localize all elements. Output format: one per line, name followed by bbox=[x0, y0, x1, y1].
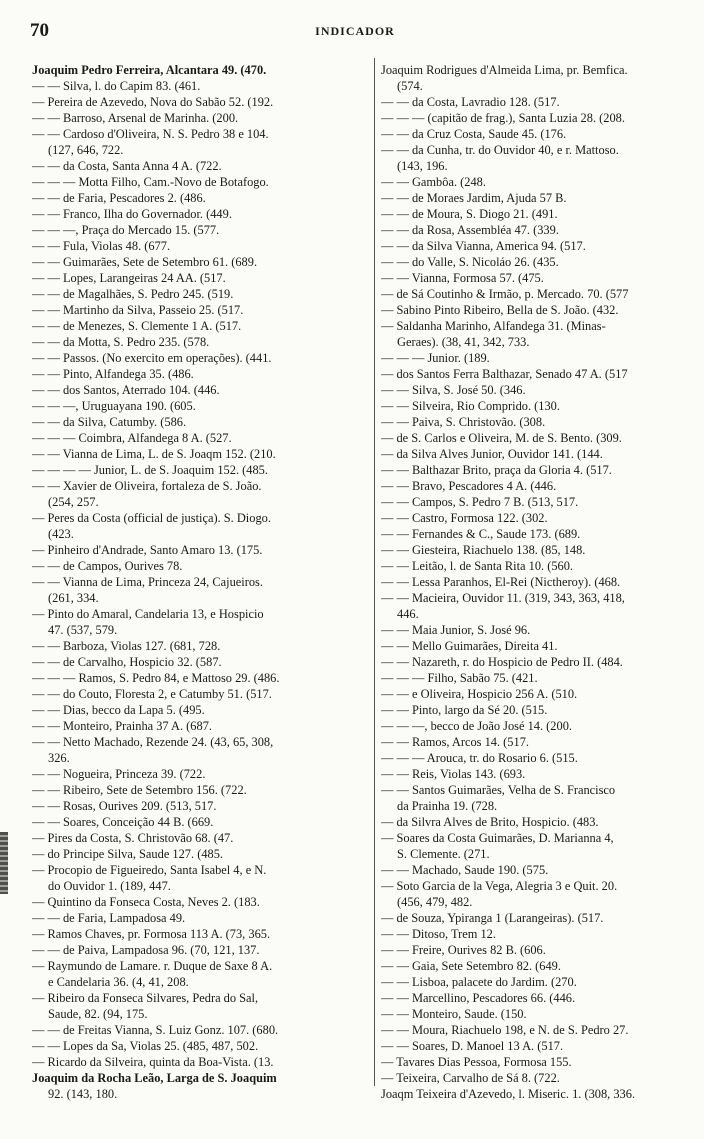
directory-entry-line: — — Santos Guimarães, Velha de S. Francisco bbox=[381, 783, 616, 797]
directory-entry-line: — — Bravo, Pescadores 4 A. (446. bbox=[381, 479, 557, 493]
directory-entry-line: — — Silva, l. do Capim 83. (461. bbox=[32, 79, 201, 93]
directory-entry-line: — Raymundo de Lamare. r. Duque de Saxe 8 A. bbox=[32, 959, 273, 973]
directory-entry-line: — — Marcellino, Pescadores 66. (446. bbox=[381, 991, 576, 1005]
directory-entry-line: Joaquim Pedro Ferreira, Alcantara 49. (470. bbox=[32, 63, 267, 77]
directory-entry-line: Joaquim da Rocha Leão, Larga de S. Joaquim bbox=[32, 1071, 277, 1085]
directory-entry-line: — — Soares, Conceição 44 B. (669. bbox=[32, 815, 214, 829]
directory-entry-line: 326. bbox=[48, 751, 70, 765]
left-column bbox=[32, 62, 370, 1102]
directory-entry-line: — — Xavier de Oliveira, fortaleza de S. João. bbox=[32, 479, 262, 493]
directory-entry-line: Joaqm Teixeira d'Azevedo, l. Miseric. 1. (308, 336. bbox=[381, 1087, 636, 1101]
directory-entry-line: — Ribeiro da Fonseca Silvares, Pedra do Sal, bbox=[32, 991, 259, 1005]
directory-entry-line: — — Cardoso d'Oliveira, N. S. Pedro 38 e 104. bbox=[32, 127, 269, 141]
directory-entry-line: Saude, 82. (94, 175. bbox=[48, 1007, 148, 1021]
directory-entry-line: — — Reis, Violas 143. (693. bbox=[381, 767, 526, 781]
page-header bbox=[30, 20, 680, 46]
directory-entry-line: — — Moura, Riachuelo 198, e N. de S. Pedro 27. bbox=[381, 1023, 629, 1037]
directory-entry-line: — — dos Santos, Aterrado 104. (446. bbox=[32, 383, 220, 397]
directory-entry-line: — — de Faria, Lampadosa 49. bbox=[32, 911, 186, 925]
directory-entry-line: — Pires da Costa, S. Christovão 68. (47. bbox=[32, 831, 234, 845]
directory-entry-line: — — Paiva, S. Christovão. (308. bbox=[381, 415, 546, 429]
directory-entry-line: e Candelaria 36. (4, 41, 208. bbox=[48, 975, 189, 989]
directory-entry-line: — — e Oliveira, Hospicio 256 A. (510. bbox=[381, 687, 578, 701]
directory-entry-line: — — Barboza, Violas 127. (681, 728. bbox=[32, 639, 221, 653]
directory-entry-line: — — — (capitão de frag.), Santa Luzia 28. (208. bbox=[381, 111, 625, 125]
directory-entry-line: S. Clemente. (271. bbox=[397, 847, 490, 861]
directory-entry-line: do Ouvidor 1. (189, 447. bbox=[48, 879, 171, 893]
directory-entry-line: — — de Faria, Pescadores 2. (486. bbox=[32, 191, 206, 205]
directory-entry-line: — — Vianna de Lima, Princeza 24, Cajueiros. bbox=[32, 575, 263, 589]
directory-entry-line: — — Giesteira, Riachuelo 138. (85, 148. bbox=[381, 543, 586, 557]
binding-stain bbox=[0, 832, 8, 894]
directory-entry-line: — — Soares, D. Manoel 13 A. (517. bbox=[381, 1039, 564, 1053]
directory-entry-line: — do Principe Silva, Saude 127. (485. bbox=[32, 847, 224, 861]
directory-entry-line: — — de Carvalho, Hospicio 32. (587. bbox=[32, 655, 222, 669]
directory-entry-line: — — de Menezes, S. Clemente 1 A. (517. bbox=[32, 319, 242, 333]
directory-entry-line: — Peres da Costa (official de justiça). S. Diogo. bbox=[32, 511, 271, 525]
directory-entry-line: — — —, Uruguayana 190. (605. bbox=[32, 399, 196, 413]
directory-entry-line: — — Lisboa, palacete do Jardim. (270. bbox=[381, 975, 577, 989]
directory-entry-line: — — Lessa Paranhos, El-Rei (Nictheroy). (468. bbox=[381, 575, 621, 589]
directory-entry-line: — — Monteiro, Saude. (150. bbox=[381, 1007, 527, 1021]
directory-entry-line: — — Fula, Violas 48. (677. bbox=[32, 239, 171, 253]
directory-entry-line: — — Mello Guimarães, Direita 41. bbox=[381, 639, 558, 653]
directory-entry-line: — — da Cunha, tr. do Ouvidor 40, e r. Mattoso. bbox=[381, 143, 619, 157]
directory-entry-line: — de Souza, Ypiranga 1 (Larangeiras). (517. bbox=[381, 911, 604, 925]
directory-entry-line: — — do Couto, Floresta 2, e Catumby 51. (517. bbox=[32, 687, 272, 701]
directory-entry-line: — — — Motta Filho, Cam.-Novo de Botafogo. bbox=[32, 175, 269, 189]
directory-entry-line: 92. (143, 180. bbox=[48, 1087, 118, 1101]
directory-entry-line: — — Vianna de Lima, L. de S. Joaqm 152. (210. bbox=[32, 447, 276, 461]
directory-entry-line: — — Campos, S. Pedro 7 B. (513, 517. bbox=[381, 495, 579, 509]
directory-entry-line: — — Silveira, Rio Comprido. (130. bbox=[381, 399, 560, 413]
directory-entry-line: — Pereira de Azevedo, Nova do Sabão 52. (192. bbox=[32, 95, 274, 109]
directory-entry-line: — — Pinto, largo da Sé 20. (515. bbox=[381, 703, 548, 717]
directory-entry-line: Geraes). (38, 41, 342, 733. bbox=[397, 335, 530, 349]
directory-entry-line: (127, 646, 722. bbox=[48, 143, 124, 157]
directory-entry-line: — — Netto Machado, Rezende 24. (43, 65, 308, bbox=[32, 735, 274, 749]
directory-entry-line: — — Gambôa. (248. bbox=[381, 175, 486, 189]
directory-entry-line: — Tavares Dias Pessoa, Formosa 155. bbox=[381, 1055, 572, 1069]
directory-entry-line: 446. bbox=[397, 607, 419, 621]
directory-entry-line: — Saldanha Marinho, Alfandega 31. (Minas- bbox=[381, 319, 606, 333]
directory-entry-line: (423. bbox=[48, 527, 74, 541]
directory-entry-line: — — Lopes da Sa, Violas 25. (485, 487, 502. bbox=[32, 1039, 259, 1053]
directory-entry-line: — — — Coimbra, Alfandega 8 A. (527. bbox=[32, 431, 232, 445]
directory-entry-line: (254, 257. bbox=[48, 495, 99, 509]
directory-entry-line: — Ricardo da Silveira, quinta da Boa-Vista. (13. bbox=[32, 1055, 274, 1069]
directory-entry-line: — — — Filho, Sabão 75. (421. bbox=[381, 671, 538, 685]
directory-entry-line: (456, 479, 482. bbox=[397, 895, 473, 909]
directory-entry-line: — Sabino Pinto Ribeiro, Bella de S. João. (432. bbox=[381, 303, 619, 317]
directory-entry-line: (574. bbox=[397, 79, 423, 93]
directory-entry-line: — — Ditoso, Trem 12. bbox=[381, 927, 496, 941]
directory-entry-line: — — de Campos, Ourives 78. bbox=[32, 559, 183, 573]
directory-entry-line: — Pinheiro d'Andrade, Santo Amaro 13. (175. bbox=[32, 543, 263, 557]
directory-entry-line: (261, 334. bbox=[48, 591, 99, 605]
directory-entry-line: — — Balthazar Brito, praça da Gloria 4. (517. bbox=[381, 463, 612, 477]
directory-entry-line: — Ramos Chaves, pr. Formosa 113 A. (73, 365. bbox=[32, 927, 271, 941]
directory-entry-line: — — Maia Junior, S. José 96. bbox=[381, 623, 531, 637]
page-title: INDICADOR bbox=[315, 24, 395, 38]
directory-entry-line: — Procopio de Figueiredo, Santa Isabel 4, e N. bbox=[32, 863, 267, 877]
directory-entry-line: — — Barroso, Arsenal de Marinha. (200. bbox=[32, 111, 239, 125]
directory-entry-line: — — da Rosa, Assembléa 47. (339. bbox=[381, 223, 559, 237]
directory-entry-line: — de S. Carlos e Oliveira, M. de S. Bento. (309. bbox=[381, 431, 622, 445]
directory-entry-line: — — Silva, S. José 50. (346. bbox=[381, 383, 526, 397]
directory-entry-line: — — Macieira, Ouvidor 11. (319, 343, 363, 418, bbox=[381, 591, 625, 605]
directory-entry-line: — — de Magalhães, S. Pedro 245. (519. bbox=[32, 287, 234, 301]
directory-entry-line: — — Guimarães, Sete de Setembro 61. (689. bbox=[32, 255, 258, 269]
column-divider bbox=[374, 58, 375, 1086]
directory-entry-line: — Soares da Costa Guimarães, D. Marianna 4, bbox=[381, 831, 614, 845]
directory-entry-line: — — de Moraes Jardim, Ajuda 57 B. bbox=[381, 191, 567, 205]
directory-entry-line: — — do Valle, S. Nicoláo 26. (435. bbox=[381, 255, 559, 269]
directory-entry-line: — — Martinho da Silva, Passeio 25. (517. bbox=[32, 303, 244, 317]
directory-entry-line: — Soto Garcia de la Vega, Alegria 3 e Quit. 20. bbox=[381, 879, 618, 893]
directory-entry-line: — — de Freitas Vianna, S. Luiz Gonz. 107. (680. bbox=[32, 1023, 279, 1037]
directory-entry-line: — — da Silva Vianna, America 94. (517. bbox=[381, 239, 586, 253]
directory-entry-line: — — da Cruz Costa, Saude 45. (176. bbox=[381, 127, 567, 141]
directory-entry-line: — — Vianna, Formosa 57. (475. bbox=[381, 271, 544, 285]
directory-entry-line: — — Ramos, Arcos 14. (517. bbox=[381, 735, 529, 749]
directory-entry-line: 47. (537, 579. bbox=[48, 623, 118, 637]
directory-entry-line: (143, 196. bbox=[397, 159, 448, 173]
directory-entry-line: — — Ribeiro, Sete de Setembro 156. (722. bbox=[32, 783, 247, 797]
directory-entry-line: — — da Motta, S. Pedro 235. (578. bbox=[32, 335, 210, 349]
directory-entry-line: Joaquim Rodrigues d'Almeida Lima, pr. Bemfica. bbox=[381, 63, 628, 77]
directory-entry-line: — — Dias, becco da Lapa 5. (495. bbox=[32, 703, 205, 717]
directory-entry-line: — — Lopes, Larangeiras 24 AA. (517. bbox=[32, 271, 226, 285]
directory-entry-line: — Quintino da Fonseca Costa, Neves 2. (183. bbox=[32, 895, 260, 909]
directory-entry-line: — — de Moura, S. Diogo 21. (491. bbox=[381, 207, 558, 221]
directory-entry-line: — — Gaia, Sete Setembro 82. (649. bbox=[381, 959, 561, 973]
directory-entry-line: — — da Costa, Santa Anna 4 A. (722. bbox=[32, 159, 222, 173]
directory-entry-line: — — Nogueira, Princeza 39. (722. bbox=[32, 767, 206, 781]
directory-entry-line: — — Monteiro, Prainha 37 A. (687. bbox=[32, 719, 212, 733]
directory-entry-line: — Pinto do Amaral, Candelaria 13, e Hospicio bbox=[32, 607, 264, 621]
directory-entry-line: — — Rosas, Ourives 209. (513, 517. bbox=[32, 799, 217, 813]
directory-entry-line: — dos Santos Ferra Balthazar, Senado 47 A. (517 bbox=[381, 367, 628, 381]
directory-entry-line: — — Machado, Saude 190. (575. bbox=[381, 863, 549, 877]
directory-entry-line: — — —, Praça do Mercado 15. (577. bbox=[32, 223, 220, 237]
directory-entry-line: — — da Costa, Lavradio 128. (517. bbox=[381, 95, 560, 109]
directory-entry-line: — — Fernandes & C., Saude 173. (689. bbox=[381, 527, 581, 541]
directory-entry-line: — da Silvra Alves de Brito, Hospicio. (483. bbox=[381, 815, 599, 829]
directory-entry-line: — da Silva Alves Junior, Ouvidor 141. (144. bbox=[381, 447, 603, 461]
directory-entry-line: — — — Arouca, tr. do Rosario 6. (515. bbox=[381, 751, 578, 765]
directory-entry-line: — — de Paiva, Lampadosa 96. (70, 121, 137. bbox=[32, 943, 260, 957]
directory-entry-line: — — — Junior. (189. bbox=[381, 351, 490, 365]
directory-entry-line: — — — Ramos, S. Pedro 84, e Mattoso 29. (486. bbox=[32, 671, 280, 685]
page-number: 70 bbox=[30, 20, 49, 41]
directory-entry-line: — Teixeira, Carvalho de Sá 8. (722. bbox=[381, 1071, 560, 1085]
directory-entry-line: — — — — Junior, L. de S. Joaquim 152. (485. bbox=[32, 463, 268, 477]
directory-entry-line: — — Pinto, Alfandega 35. (486. bbox=[32, 367, 194, 381]
directory-entry-line: — — Castro, Formosa 122. (302. bbox=[381, 511, 548, 525]
directory-entry-line: — — Leitão, l. de Santa Rita 10. (560. bbox=[381, 559, 574, 573]
directory-entry-line: — de Sá Coutinho & Irmão, p. Mercado. 70. (577 bbox=[381, 287, 629, 301]
directory-entry-line: — — Passos. (No exercito em operações). (441. bbox=[32, 351, 272, 365]
directory-entry-line: — — Nazareth, r. do Hospicio de Pedro II. (484. bbox=[381, 655, 623, 669]
right-column bbox=[381, 62, 683, 1102]
directory-entry-line: — — Franco, Ilha do Governador. (449. bbox=[32, 207, 232, 221]
directory-entry-line: — — da Silva, Catumby. (586. bbox=[32, 415, 187, 429]
directory-entry-line: da Prainha 19. (728. bbox=[397, 799, 498, 813]
directory-entry-line: — — Freire, Ourives 82 B. (606. bbox=[381, 943, 546, 957]
directory-entry-line: — — —, becco de João José 14. (200. bbox=[381, 719, 572, 733]
